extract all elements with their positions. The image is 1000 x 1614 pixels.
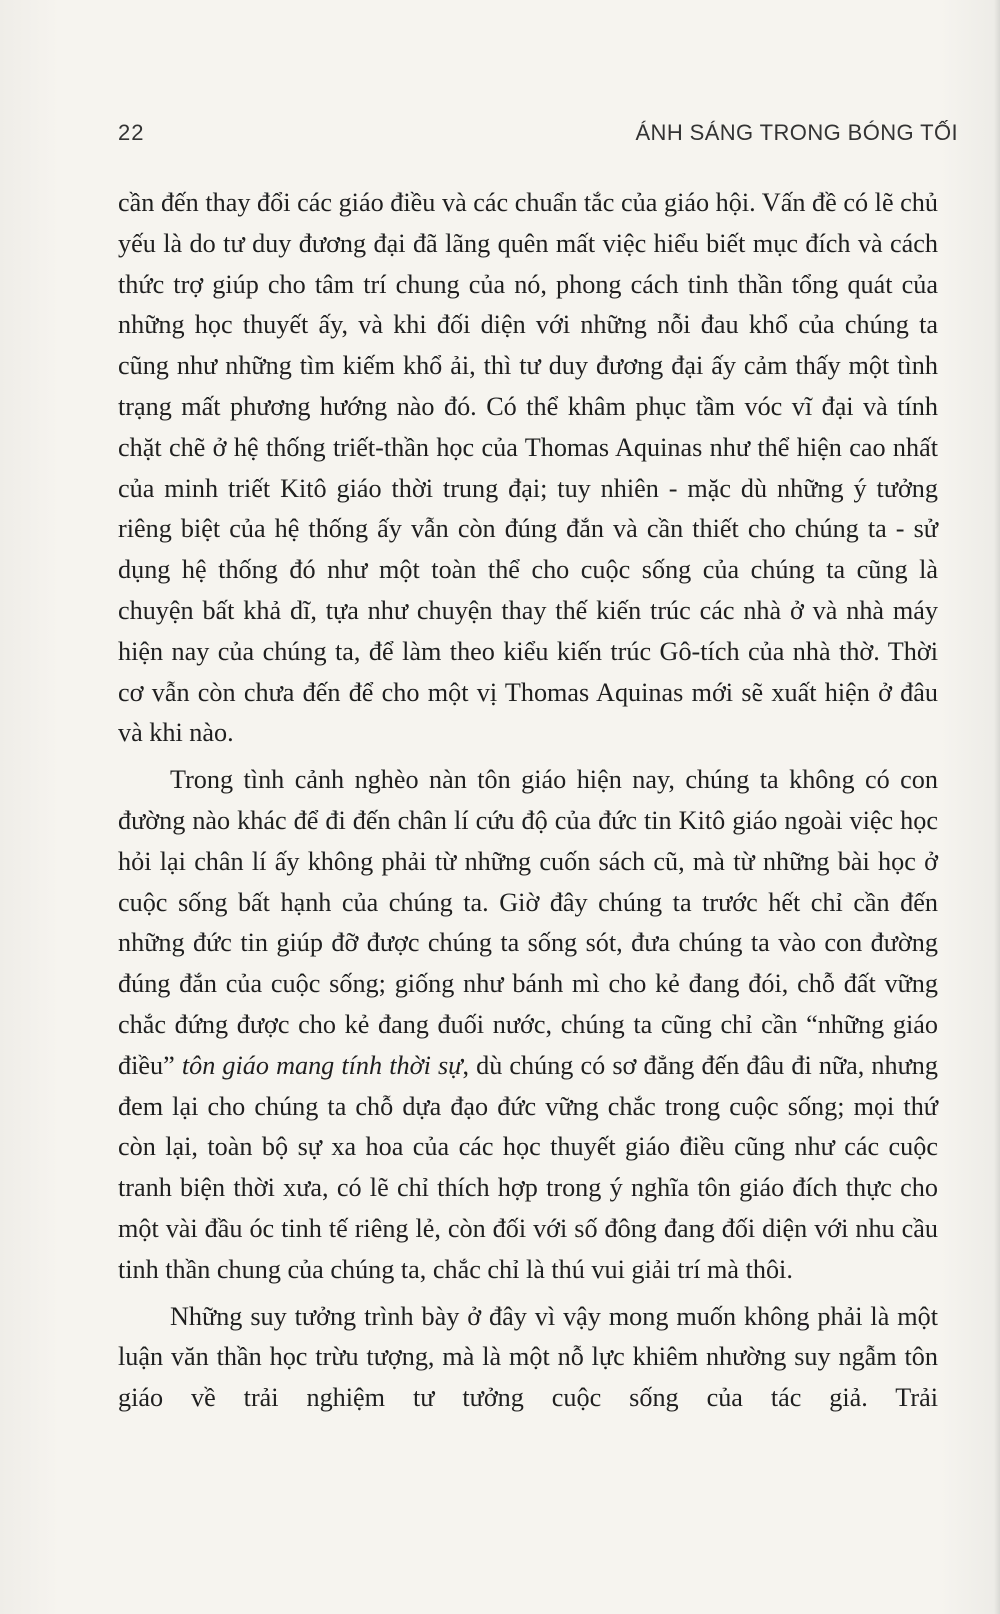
running-title: ÁNH SÁNG TRONG BÓNG TỐI [635,120,958,145]
running-head [118,120,958,146]
scan-edge-shadow [994,0,1000,1614]
paragraph-continued: cần đến thay đổi các giáo điều và các chuẩn tắc của giáo hội. Vấn đề có lẽ chủ yếu là do tư duy đương đại đã lãng quên mất việc hiểu biết mục đích và cách thức trợ giúp cho tâm trí chung của nó, phong cách tinh thần tổng quát của những học thuyết ấy, và khi đối diện với những nỗi đau khổ của chúng ta cũng như những tìm kiếm khổ ải, thì tư duy đương đại ấy cảm thấy một tình trạng mất phương hướng nào đó. Có thể khâm phục tầm vóc vĩ đại và tính chặt chẽ ở hệ thống triết-thần học của Thomas Aquinas như thể hiện cao nhất của minh triết Kitô giáo thời trung đại; tuy nhiên - mặc dù những ý tưởng riêng biệt của hệ thống ấy vẫn còn đúng đắn và cần thiết cho chúng ta - sử dụng hệ thống đó như một toàn thể cho cuộc sống của chúng ta cũng là chuyện bất khả dĩ, tựa như chuyện thay thế kiến trúc các nhà ở và nhà máy hiện nay của chúng ta, để làm theo kiểu kiến trúc Gô-tích của nhà thờ. Thời cơ vẫn còn chưa đến để cho một vị Thomas Aquinas mới sẽ xuất hiện ở đâu và khi nào. [118,188,938,748]
italic-phrase: tôn giáo mang tính thời sự [181,1050,463,1080]
body-text [118,183,938,1419]
paragraph-text-part: Trong tình cảnh nghèo nàn tôn giáo hiện nay, chúng ta không có con đường nào khác để đi đến chân lí cứu độ của đức tin Kitô giáo ngoài việc học hỏi lại chân lí ấy không phải từ những cuốn sách cũ, mà từ những bài học ở cuộc sống bất hạnh của chúng ta. Giờ đây chúng ta trước hết chỉ cần đến những đức tin giúp đỡ được chúng ta sống sót, đưa chúng ta vào con đường đúng đắn của cuộc sống; giống như bánh mì cho kẻ đang đói, chỗ đất vững chắc đứng được cho kẻ đang đuối nước, chúng ta cũng chỉ cần “những giáo điều” [118,765,938,1080]
page-number: 22 [118,120,145,145]
paragraph-religious-poverty [118,760,938,1290]
paragraph-text-part: , dù chúng có sơ đẳng đến đâu đi nữa, nhưng đem lại cho chúng ta chỗ dựa đạo đức vững chắc trong cuộc sống; mọi thứ còn lại, toàn bộ sự xa hoa của các học thuyết giáo điều cũng như các cuộc tranh biện thời xưa, có lẽ chỉ thích hợp trong ý nghĩa tôn giáo đích thực cho một vài đầu óc tinh tế riêng lẻ, còn đối với số đông đang đối diện với nhu cầu tinh thần chung của chúng ta, chắc chỉ là thú vui giải trí mà thôi. [118,1050,938,1284]
paragraph-reflections: Những suy tưởng trình bày ở đây vì vậy mong muốn không phải là một luận văn thần học trừu tượng, mà là một nỗ lực khiêm nhường suy ngẫm tôn giáo về trải nghiệm tư tưởng cuộc sống của tác giả. Trải [118,1301,938,1413]
